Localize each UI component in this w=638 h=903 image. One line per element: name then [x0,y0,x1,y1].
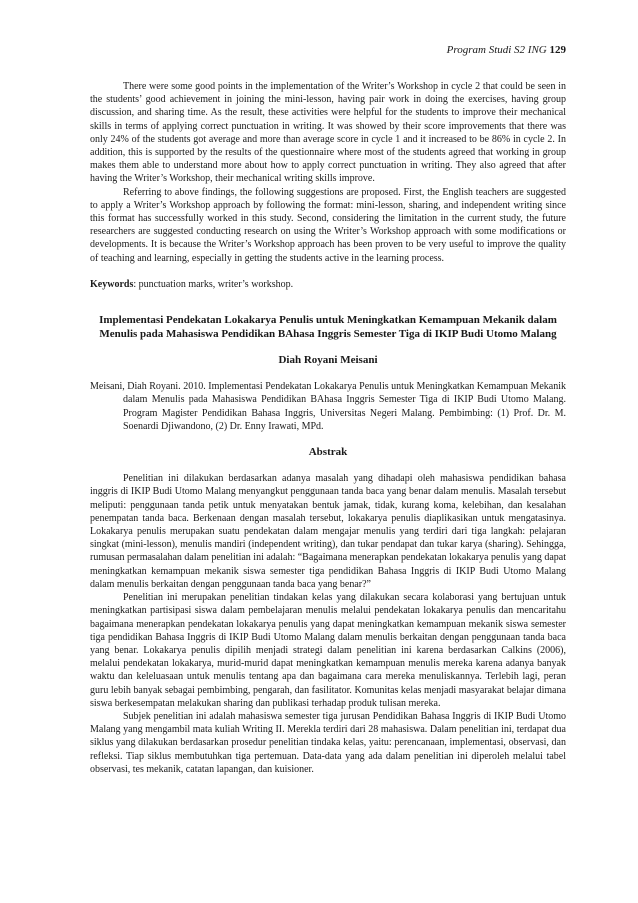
english-abstract-paragraph: There were some good points in the implementation of the Writer’s Workshop in cycle 2 that could be seen in the students’ good achievement in joining the mini-lesson, having pair work in doing the exercises, having group discussion, and sharing time. As the result, these activities were helpful for the students to improve their mechanical skills in terms of applying correct punctuation in writing. It was showed by their score improvements that there was only 24% of the students got average and more than average score in cycle 1 and it increased to be 86% in cycle 2. In addition, this is supported by the results of the questionnaire where most of the students agreed that working in group makes them able to understand more about how to apply correct punctuation in writing. They also agreed that after having the Writer’s Workshop, their mechanical writing skills improve. [90,81,566,185]
keywords-line [90,278,566,291]
english-abstract-paragraph: Referring to above findings, the following suggestions are proposed. First, the English teachers are suggested to apply a Writer’s Workshop approach by following the format: mini-lesson, sharing, and independent writing since this format has successfully worked in this study. Second, considering the limitation in the current study, the future researchers are suggested conducting research on using the Writer’s Workshop approach with some modifications or developments. It is because the Writer’s Workshop approach has been proven to be very useful to improve the quality of teaching and learning, especially in getting the students active in the learning process. [90,186,566,264]
article-citation: Meisani, Diah Royani. 2010. Implementasi Pendekatan Lokakarya Penulis untuk Meningkatkan Kemampuan Mekanik dalam Menulis pada Mahasiswa Pendidikan BAhasa Inggris Semester Tiga di IKIP Budi Utomo Malang. Program Magister Pendidikan Bahasa Inggris, Universitas Negeri Malang. Pembimbing: (1) Prof. Dr. M. Soenardi Djiwandono, (2) Dr. Enny Irawati, MPd. [90,381,566,432]
journal-name: Program Studi S2 ING [446,44,547,56]
article-author: Diah Royani Meisani [278,354,378,367]
abstrak-paragraph: Subjek penelitian ini adalah mahasiswa semester tiga jurusan Pendidikan Bahasa Inggris di IKIP Budi Utomo Malang yang mengambil mata kuliah Writing II. Merekla terdiri dari 28 mahasiswa. Dalam penelitian ini, terdapat dua siklus yang dilakukan berdasarkan prosedur penelitian tindaka kelas, yaitu: perencanaan, implementasi, observasi, dan refleksi. Tiap siklus membutuhkan tiga pertemuan. Data-data yang ada dalam penelitian ini diperoleh melalui tabel observasi, tes mekanik, catatan lapangan, dan kuisioner. [90,710,566,775]
abstract-heading: Abstrak [308,446,348,459]
keywords-text: : punctuation marks, writer’s workshop. [133,278,294,290]
abstrak-paragraph: Penelitian ini merupakan penelitian tindakan kelas yang dilakukan secara kolaborasi yang bertujuan untuk meningkatkan partisipasi siswa dalam pembelajaran menulis melalui pendekatan lokakarya penulis dan mencaritahu bagaimana menerapkan pendekatan lokakarya penulis yang dapat meningkatkan kemampuan mekanik siswa semester tiga pendidikan Bahasa Inggris di IKIP Budi Utomo Malang dalam menulis berkaitan dengan penggunaan tanda baca yang benar. Lokakarya penulis dipilih menjadi strategi dalam penelitian ini karena berdasarkan Calkins (2006), melalui pendekatan lokakarya, murid-murid dapat meningkatkan kemampuan menulis mereka karena adanya banyak waktu dan keleluasaan untuk menulis tentang apa dan bagaimana cara mereka menuliskannya. Terlebih lagi, peran guru lebih banyak sebagai pembimbing, pengarah, dan fasilitator. Komunitas kelas menjadi masyarakat belajar dimana siswa berkesempatan melakukan sharing dan publikasi terhadap produk tulisan mereka. [90,592,566,709]
running-header [447,44,566,56]
abstrak-paragraph: Penelitian ini dilakukan berdasarkan adanya masalah yang dihadapi oleh mahasiswa pendidikan bahasa inggris di IKIP Budi Utomo Malang menyangkut penggunaan tanda baca yang benar dalam menulis. Masalah tersebut meliputi: penggunaan tanda petik untuk menyatakan bentuk jamak, tidak, kurang koma, kelebihan, dan kesalahan penempatan tanda baca. Berkenaan dengan masalah tersebut, lokakarya penulis diaplikasikan untuk mengatasinya. Lokakarya penulis merupakan suatu pendekatan dalam mengajar menulis yang terdiri dari tiga langkah: pelajaran singkat (mini-lesson), menulis mandiri (independent writing), dan tukar pendapat dan tukar karya (sharing). Sehingga, rumusan permasalahan dalam penelitian ini adalah: “Bagaimana menerapkan pendekatan lokakarya penulis yang dapat meningkatkan kemampuan mekanik siswa semester tiga pendidikan Bahasa Inggris di IKIP Budi Utomo Malang dalam menulis berkaitan dengan penggunaan tanda baca yang benar?” [90,473,566,590]
article-title: Implementasi Pendekatan Lokakarya Penulis untuk Meningkatkan Kemampuan Mekanik dalam Menulis pada Mahasiswa Pendidikan BAhasa Inggris Semester Tiga di IKIP Budi Utomo Malang [99,314,557,341]
page-content [90,80,566,776]
page-number: 129 [549,44,566,56]
keywords-label: Keywords [90,278,134,290]
